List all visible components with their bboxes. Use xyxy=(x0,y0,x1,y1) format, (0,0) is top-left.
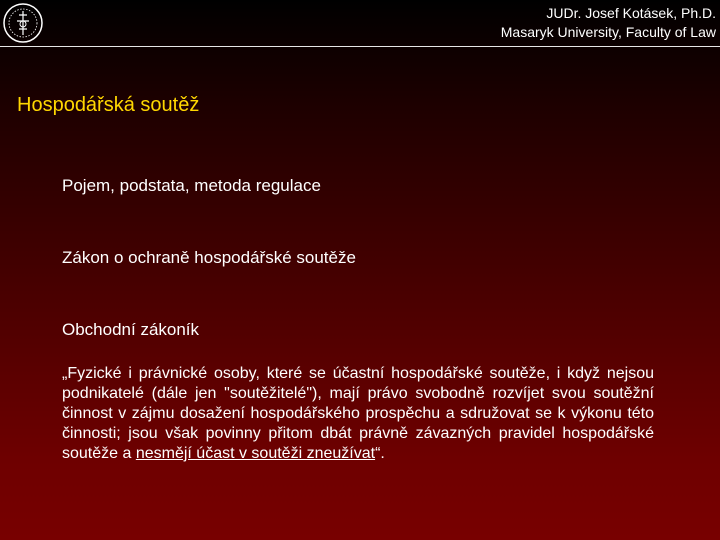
bullet-item-1: Pojem, podstata, metoda regulace xyxy=(62,176,321,195)
author-affiliation: Masaryk University, Faculty of Law xyxy=(500,24,716,40)
bullet-item-3: Obchodní zákoník xyxy=(62,320,200,339)
quote-text: „Fyzické i právnické osoby, které se účastní hospodářské soutěže, i když nejsou podnikatelé (dále jen "soutěžitelé"), mají právo svobodně rozvíjet svou soutěžní činnost v zájmu dosažení hospodářského prospěchu a sdružovat se k výkonu této činnosti; jsou však povinny přitom dbát právně závazných pravidel hospodářské soutěže a xyxy=(62,365,654,462)
quote-closing: “. xyxy=(375,445,385,462)
slide-title: Hospodářská soutěž xyxy=(17,94,200,116)
quote-underlined-text: nesmějí účast v soutěži zneužívat xyxy=(135,445,376,462)
author-block xyxy=(501,4,716,42)
author-name: JUDr. Josef Kotásek, Ph.D. xyxy=(546,5,716,21)
bullet-item-2: Zákon o ochraně hospodářské soutěže xyxy=(62,248,356,267)
university-seal-icon xyxy=(2,2,44,44)
law-quote xyxy=(62,364,654,464)
header-divider xyxy=(0,46,720,47)
